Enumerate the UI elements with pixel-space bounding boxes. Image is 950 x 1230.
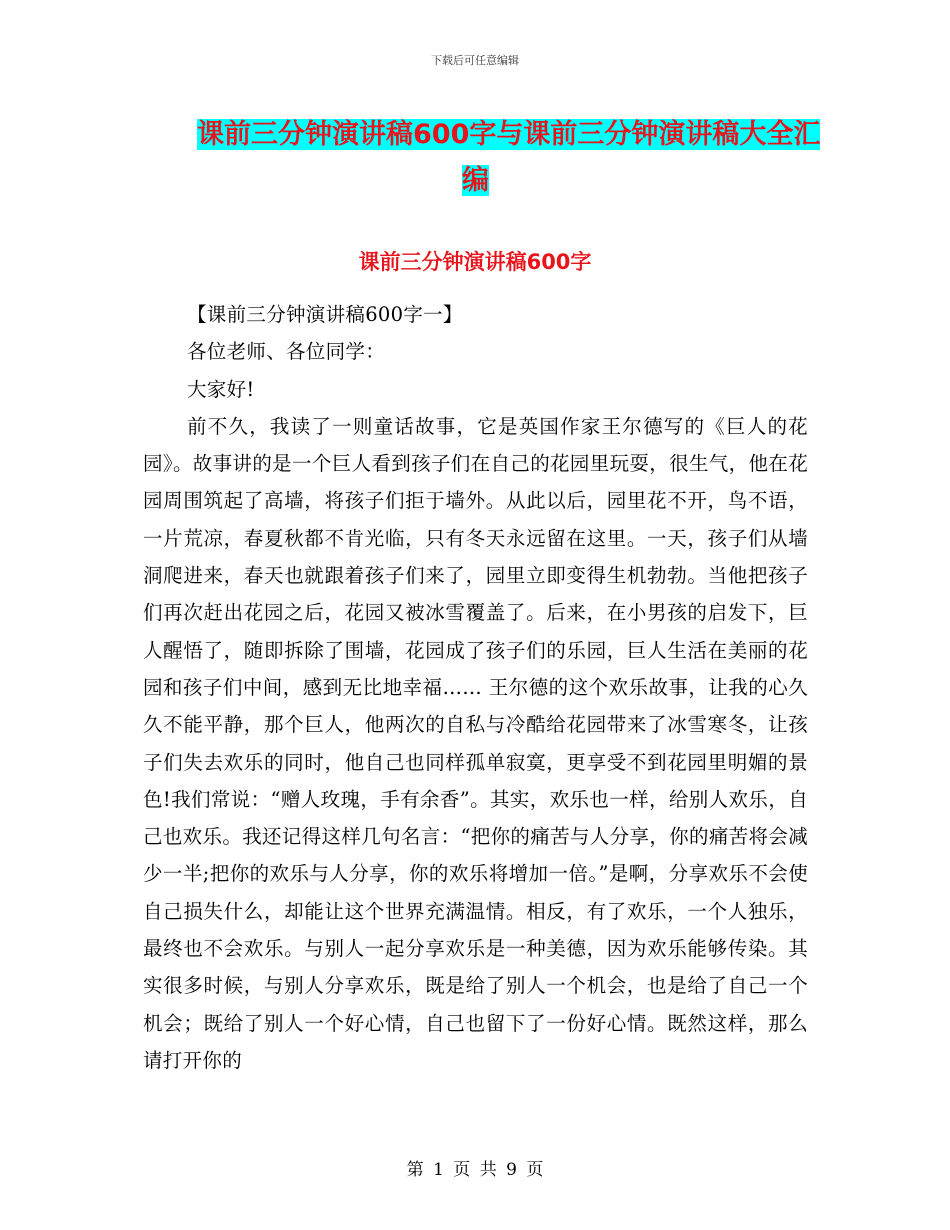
- document-body: [143, 296, 808, 1079]
- greeting: 大家好!: [187, 377, 255, 401]
- title-line-1: 课前三分钟演讲稿600字与课前三分钟演讲稿大全汇: [197, 119, 821, 150]
- title-line-2: 编: [462, 165, 489, 196]
- speech-subtitle: 【课前三分钟演讲稿600字一】: [187, 303, 463, 326]
- page-header-note: 下载后可任意编辑: [431, 54, 519, 67]
- body-paragraph: 前不久，我读了一则童话故事，它是英国作家王尔德写的《巨人的花园》。故事讲的是一个巨人看到孩子们在自己的花园里玩耍，很生气，他在花园周围筑起了高墙，将孩子们拒于墙外。从此以后，园里花不开，鸟不语，一片荒凉，春夏秋都不肯光临，只有冬天永远留在这里。一天，孩子们从墙洞爬进来，春天也就跟着孩子们来了，园里立即变得生机勃勃。当他把孩子们再次赶出花园之后，花园又被冰雪覆盖了。后来，在小男孩的启发下，巨人醒悟了，随即拆除了围墙，花园成了孩子们的乐园，巨人生活在美丽的花园和孩子们中间，感到无比地幸福…… 王尔德的这个欢乐故事，让我的心久久不能平静，那个巨人，他两次的自私与冷酷给花园带来了冰雪寒冬，让孩子们失去欢乐的同时，他自己也同样孤单寂寞，更享受不到花园里明媚的景色!我们常说：“赠人玫瑰，手有余香”。其实，欢乐也一样，给别人欢乐，自己也欢乐。我还记得这样几句名言：“把你的痛苦与人分享，你的痛苦将会减少一半;把你的欢乐与人分享，你的欢乐将增加一倍。”是啊，分享欢乐不会使自己损失什么，却能让这个世界充满温情。相反，有了欢乐，一个人独乐，最终也不会欢乐。与别人一起分享欢乐是一种美德，因为欢乐能够传染。其实很多时候，与别人分享欢乐，既是给了别人一个机会，也是给了自己一个机会；既给了别人一个好心情，自己也留下了一份好心情。既然这样，那么请打开你的: [143, 414, 808, 1072]
- salutation: 各位老师、各位同学：: [187, 340, 386, 364]
- page-footer: 第 1 页 共 9 页: [406, 1160, 544, 1180]
- section-heading: 课前三分钟演讲稿600字: [358, 250, 592, 274]
